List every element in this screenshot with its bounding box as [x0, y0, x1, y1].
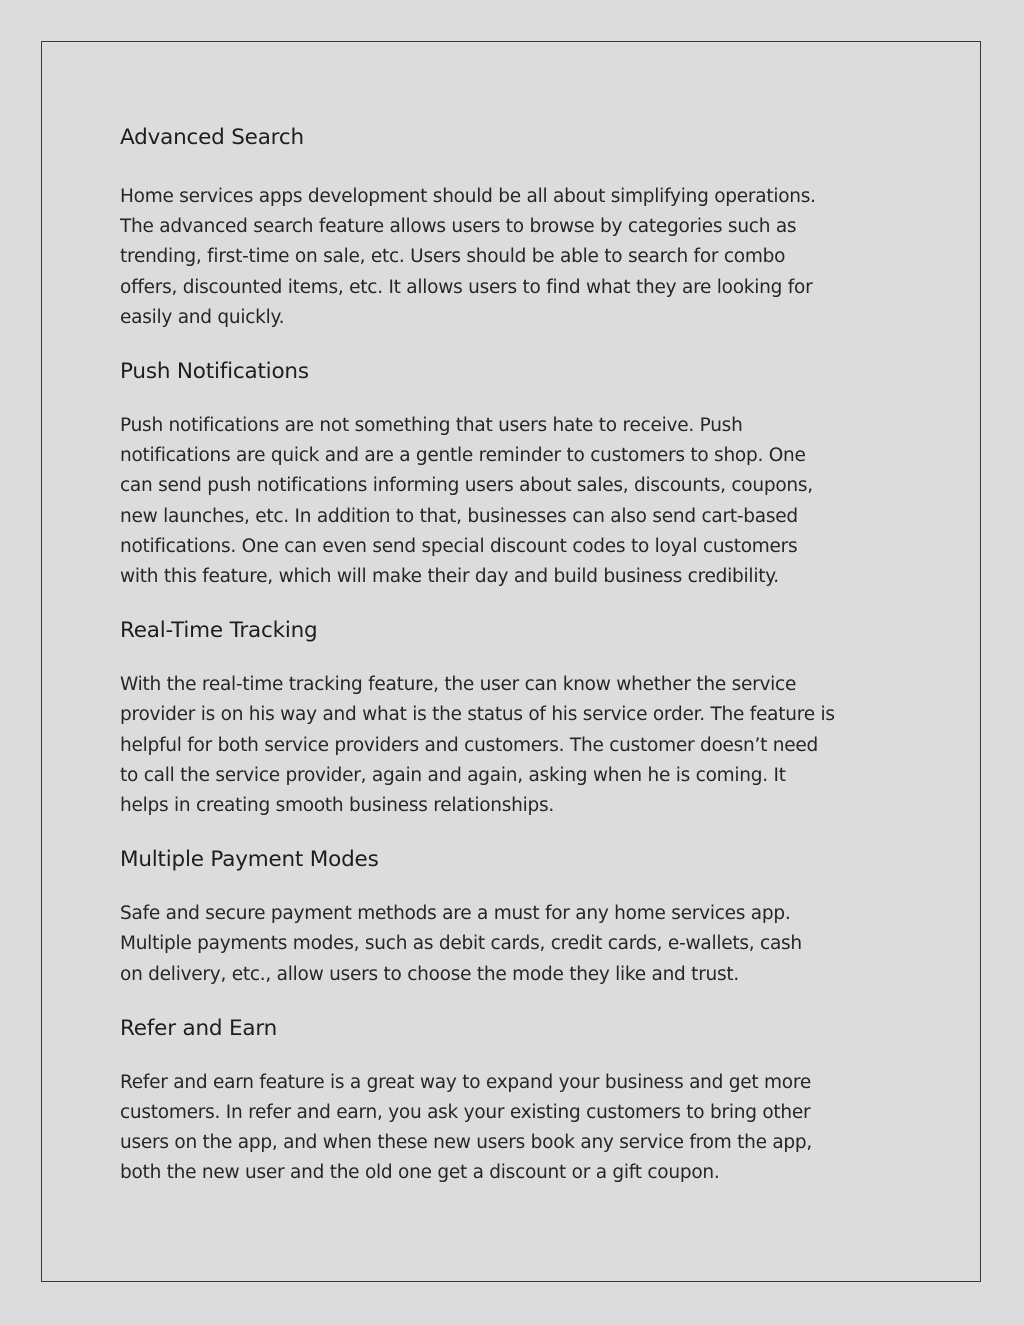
section-paragraph: With the real-time tracking feature, the user can know whether the service provider is on his way and what is the status of his service order. The feature is helpful for both service providers and customers. The customer doesn’t need to call the service provider, again and again, asking when he is coming. It helps in creating smooth business relationships. [120, 674, 835, 817]
section-paragraph: Safe and secure payment methods are a must for any home services app. Multiple payments modes, such as debit cards, credit cards, e-wallets, cash on delivery, etc., allow users to choose the mode they like and trust. [120, 903, 802, 985]
section-push-notifications [120, 356, 910, 592]
section-heading: Multiple Payment Modes [120, 847, 379, 873]
section-heading: Real-Time Tracking [120, 618, 318, 644]
section-real-time-tracking [120, 615, 910, 821]
section-paragraph: Refer and earn feature is a great way to expand your business and get more customers. In refer and earn, you ask your existing customers to bring other users on the app, and when these new users book any service from the app, both the new user and the old one get a discount or a gift coupon. [120, 1071, 813, 1184]
section-refer-and-earn [120, 1013, 910, 1189]
section-heading: Advanced Search [120, 125, 304, 150]
section-paragraph: Home services apps development should be all about simplifying operations. The advanced search feature allows users to browse by categories such as trending, first-time on sale, etc. Users should be able to search for combo offers, discounted items, etc. It allows users to find what they are looking for easily and quickly. [120, 186, 816, 328]
document-content [120, 122, 910, 1212]
section-paragraph: Push notifications are not something that users hate to receive. Push notifications are quick and are a gentle reminder to customers to shop. One can send push notifications informing users about sales, discounts, coupons, new launches, etc. In addition to that, businesses can also send cart-based notifications. One can even send special discount codes to loyal customers with this feature, which will make their day and build business credibility. [120, 415, 813, 588]
section-advanced-search [120, 122, 910, 333]
section-heading: Refer and Earn [120, 1015, 278, 1041]
section-multiple-payment-modes [120, 844, 910, 990]
section-heading: Push Notifications [120, 359, 309, 385]
